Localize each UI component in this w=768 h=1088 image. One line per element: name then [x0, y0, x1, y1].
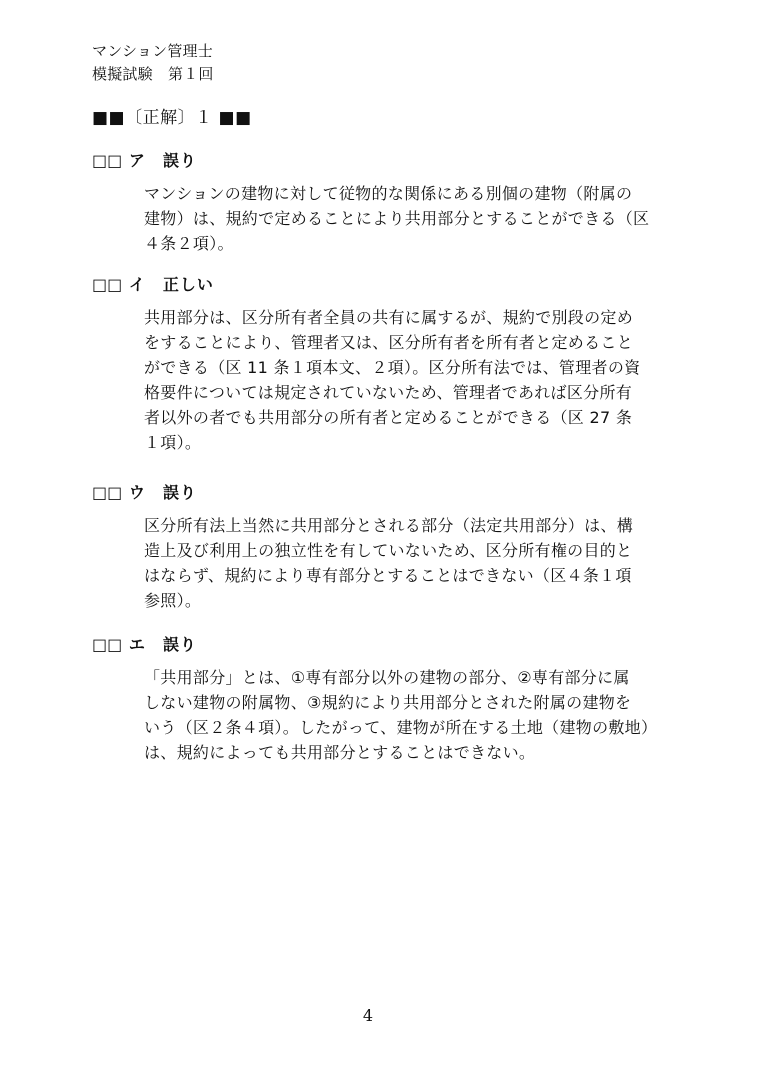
section-i-line: 者以外の者でも共用部分の所有者と定めることができる（区 27 条: [144, 408, 633, 427]
section-e-label: エ 誤り: [128, 635, 197, 654]
section-a-checkboxes[interactable]: □□: [92, 151, 123, 170]
section-u-label: ウ 誤り: [128, 483, 197, 502]
section-i-checkboxes[interactable]: □□: [92, 275, 123, 294]
section-a-line: ４条２項）。: [144, 234, 234, 253]
section-i-line: １項）。: [144, 433, 202, 452]
section-u: [92, 482, 652, 613]
page-number: 4: [362, 1006, 374, 1025]
section-i-heading: [92, 274, 652, 296]
section-a-line: 建物）は、規約で定めることにより共用部分とすることができる（区: [144, 209, 650, 228]
section-u-checkboxes[interactable]: □□: [92, 483, 123, 502]
section-i-line: をすることにより、管理者又は、区分所有者を所有者と定めること: [144, 333, 634, 352]
section-i-line: ができる（区 11 条１項本文、２項）。区分所有法では、管理者の資: [144, 358, 641, 377]
section-u-body: [144, 513, 640, 613]
section-i-body: [144, 305, 640, 455]
header-subtitle: 模擬試験 第１回: [92, 65, 214, 83]
section-i: [92, 274, 652, 455]
section-u-line: はならず、規約により専有部分とすることはできない（区４条１項: [144, 566, 632, 585]
section-e-line: いう（区２条４項）。したがって、建物が所在する土地（建物の敷地）: [144, 718, 658, 737]
section-a-heading: [92, 150, 652, 172]
section-u-line: 参照）。: [144, 591, 202, 610]
section-a-body: [144, 181, 650, 256]
section-i-label: イ 正しい: [128, 275, 214, 294]
section-e: [92, 634, 658, 765]
section-u-line: 区分所有法上当然に共用部分とされる部分（法定共用部分）は、構: [144, 516, 634, 535]
correct-answer-heading: ■■〔正解〕１ ■■: [92, 108, 252, 128]
section-a-line: マンションの建物に対して従物的な関係にある別個の建物（附属の: [144, 184, 633, 203]
section-e-line: 「共用部分」とは、①専有部分以外の建物の部分、②専有部分に属: [144, 668, 630, 687]
section-i-line: 共用部分は、区分所有者全員の共有に属するが、規約で別段の定め: [144, 308, 634, 327]
section-e-line: しない建物の附属物、③規約により共用部分とされた附属の建物を: [144, 693, 632, 712]
section-i-line: 格要件については規定されていないため、管理者であれば区分所有: [144, 383, 633, 402]
header-title: マンション管理士: [92, 42, 213, 60]
section-a: [92, 150, 652, 256]
section-e-body: [144, 665, 658, 765]
section-e-line: は、規約によっても共用部分とすることはできない。: [144, 743, 536, 762]
section-e-checkboxes[interactable]: □□: [92, 635, 123, 654]
section-u-heading: [92, 482, 652, 504]
section-e-heading: [92, 634, 652, 656]
document-header: [92, 40, 214, 86]
section-a-label: ア 誤り: [128, 151, 197, 170]
section-u-line: 造上及び利用上の独立性を有していないため、区分所有権の目的と: [144, 541, 633, 560]
